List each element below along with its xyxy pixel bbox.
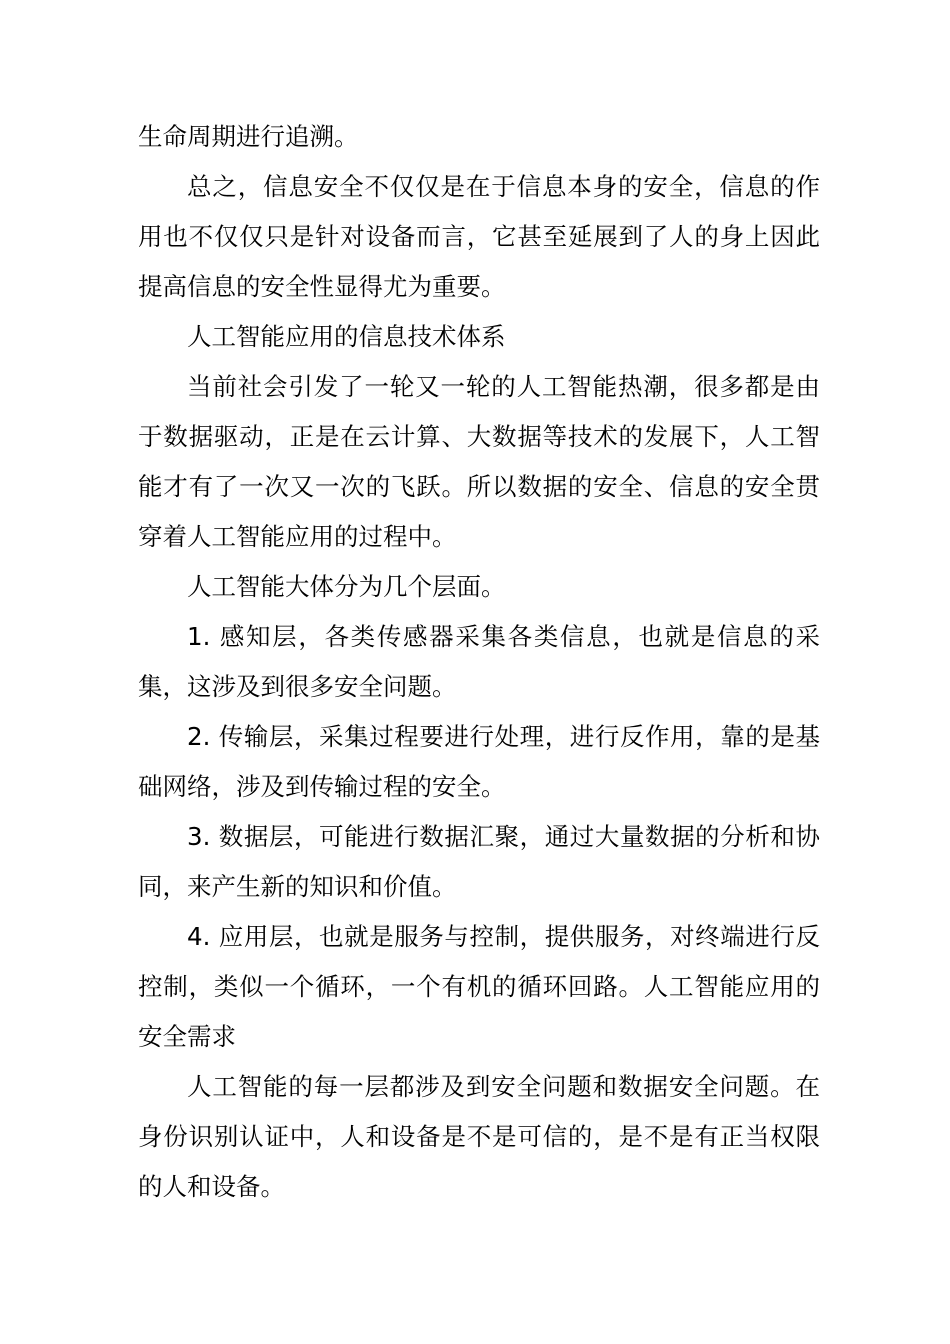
- paragraph-layers-intro: 人工智能大体分为几个层面。: [187, 572, 506, 601]
- list-item-application-layer: 4. 应用层，也就是服务与控制，提供服务，对终端进行反控制，类似一个循环，一个有机的循环回路。人工智能应用的安全需求: [138, 922, 820, 1051]
- paragraph-ai-trend: 当前社会引发了一轮又一轮的人工智能热潮，很多都是由于数据驱动，正是在云计算、大数据等技术的发展下，人工智能才有了一次又一次的飞跃。所以数据的安全、信息的安全贯穿着人工智能应用的过程中。: [138, 372, 820, 551]
- paragraph-summary: 总之，信息安全不仅仅是在于信息本身的安全，信息的作用也不仅仅只是针对设备而言，它甚至延展到了人的身上因此提高信息的安全性显得尤为重要。: [138, 172, 820, 301]
- list-item-transport-layer: 2. 传输层，采集过程要进行处理，进行反作用，靠的是基础网络，涉及到传输过程的安全。: [138, 722, 820, 801]
- list-item-data-layer: 3. 数据层，可能进行数据汇聚，通过大量数据的分析和协同，来产生新的知识和价值。: [138, 822, 820, 901]
- list-item-perception-layer: 1. 感知层，各类传感器采集各类信息，也就是信息的采集，这涉及到很多安全问题。: [138, 622, 820, 701]
- document-page: [138, 112, 820, 1212]
- section-heading-tech-system: 人工智能应用的信息技术体系: [187, 322, 506, 351]
- paragraph-security-needs: 人工智能的每一层都涉及到安全问题和数据安全问题。在身份识别认证中，人和设备是不是可信的，是不是有正当权限的人和设备。: [138, 1072, 820, 1201]
- paragraph-lifecycle: 生命周期进行追溯。: [138, 122, 359, 151]
